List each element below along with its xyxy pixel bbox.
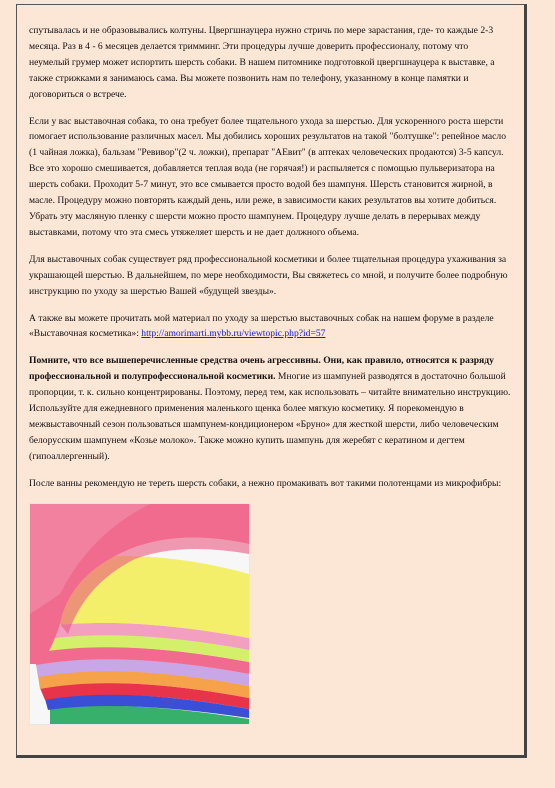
forum-link[interactable]: http://amorimarti.mybb.ru/viewtopic.php?id=57 [141, 328, 326, 340]
warning-bold-text: Помните, что все вышеперечисленные средства очень агрессивны. Они, как правило, относятся к разряду профессиональной и полупрофессиональной косметики. [29, 355, 494, 383]
paragraph-intro: спутывалась и не образовывались колтуны. Цвергшнауцера нужно стричь по мере зарастания, где- то каждые 2-3 месяца. Раз в 4 - 6 месяцев делается тримминг. Эти процедуры лучше доверить профессионалу, потому что неумелый грумер может испортить шерсть собаки. В нашем питомнике подготовкой цвергшнауцера к выставке, а также стрижками я занимаюсь сама. Вы можете позвонить нам по телефону, указанному в конце памятки и договориться о встрече. [29, 25, 495, 100]
paragraph-forum-link [29, 311, 511, 343]
warning-rest-text: Многие из шампуней разводятся в достаточно большой пропорции, т. к. сильно концентрированы. Поэтому, перед тем, как использовать – читайте внимательно инструкцию. Используйте для ежедневного применения маленького щенка более мягкую косметику. Я порекомендую в межвыставочный сезон пользоваться шампунем-кондиционером «Бруно» для жесткой шерсти, либо человеческим белорусским шампунем «Козье молоко». Также можно купить шампунь для жеребят с кератином и дегтем (гипоаллергенный). [29, 371, 511, 462]
paragraph-warning [29, 353, 511, 464]
forum-link-text: А также вы можете прочитать мой материал по уходу за шерстью выставочных собак на нашем форуме в разделе «Выставочная косметика»: [29, 312, 494, 340]
microfiber-towels-photo [29, 503, 250, 725]
paragraph-professional-cosmetics: Для выставочных собак существует ряд профессиональной косметики и более тщательная процедура ухаживания за украшающей шерстью. В дальнейшем, по мере необходимости, Вы свяжетесь со мной, и получите более подробную инструкцию по уходу за шерстью Вашей «будущей звезды». [29, 253, 508, 297]
document-page [16, 4, 527, 758]
paragraph-after-bath: После ванны рекомендую не тереть шерсть собаки, а нежно промакивать вот такими полотенцами из микрофибры: [29, 477, 502, 489]
paragraph-show-dog-care: Если у вас выставочная собака, то она требует более тщательного ухода за шерстью. Для ускоренного роста шерсти помогает использование различных масел. Мы добились хороших результатов на такой "болтушке": репейное масло (1 чайная ложка), бальзам "Ревивор"(2 ч. ложки), препарат "АЕвит" (в аптеках человеческих продаются) 3-5 капсул. Все это хорошо смешивается, добавляется теплая вода (не горячая!) и распыляется с помощью пульверизатора на шерсть собаки. Проходит 5-7 минут, это все смывается просто водой без шампуня. Шерсть становится жирной, в масле. Процедуру можно повторять каждый день, или реже, в зависимости каких результатов вы хотите добиться. Убрать эту масляную пленку с шерсти можно просто шампунем. Процедуру лучше делать в перерывах между выставками, потому что эта смесь утяжеляет шерсть и не дает должного объема. [29, 115, 507, 238]
